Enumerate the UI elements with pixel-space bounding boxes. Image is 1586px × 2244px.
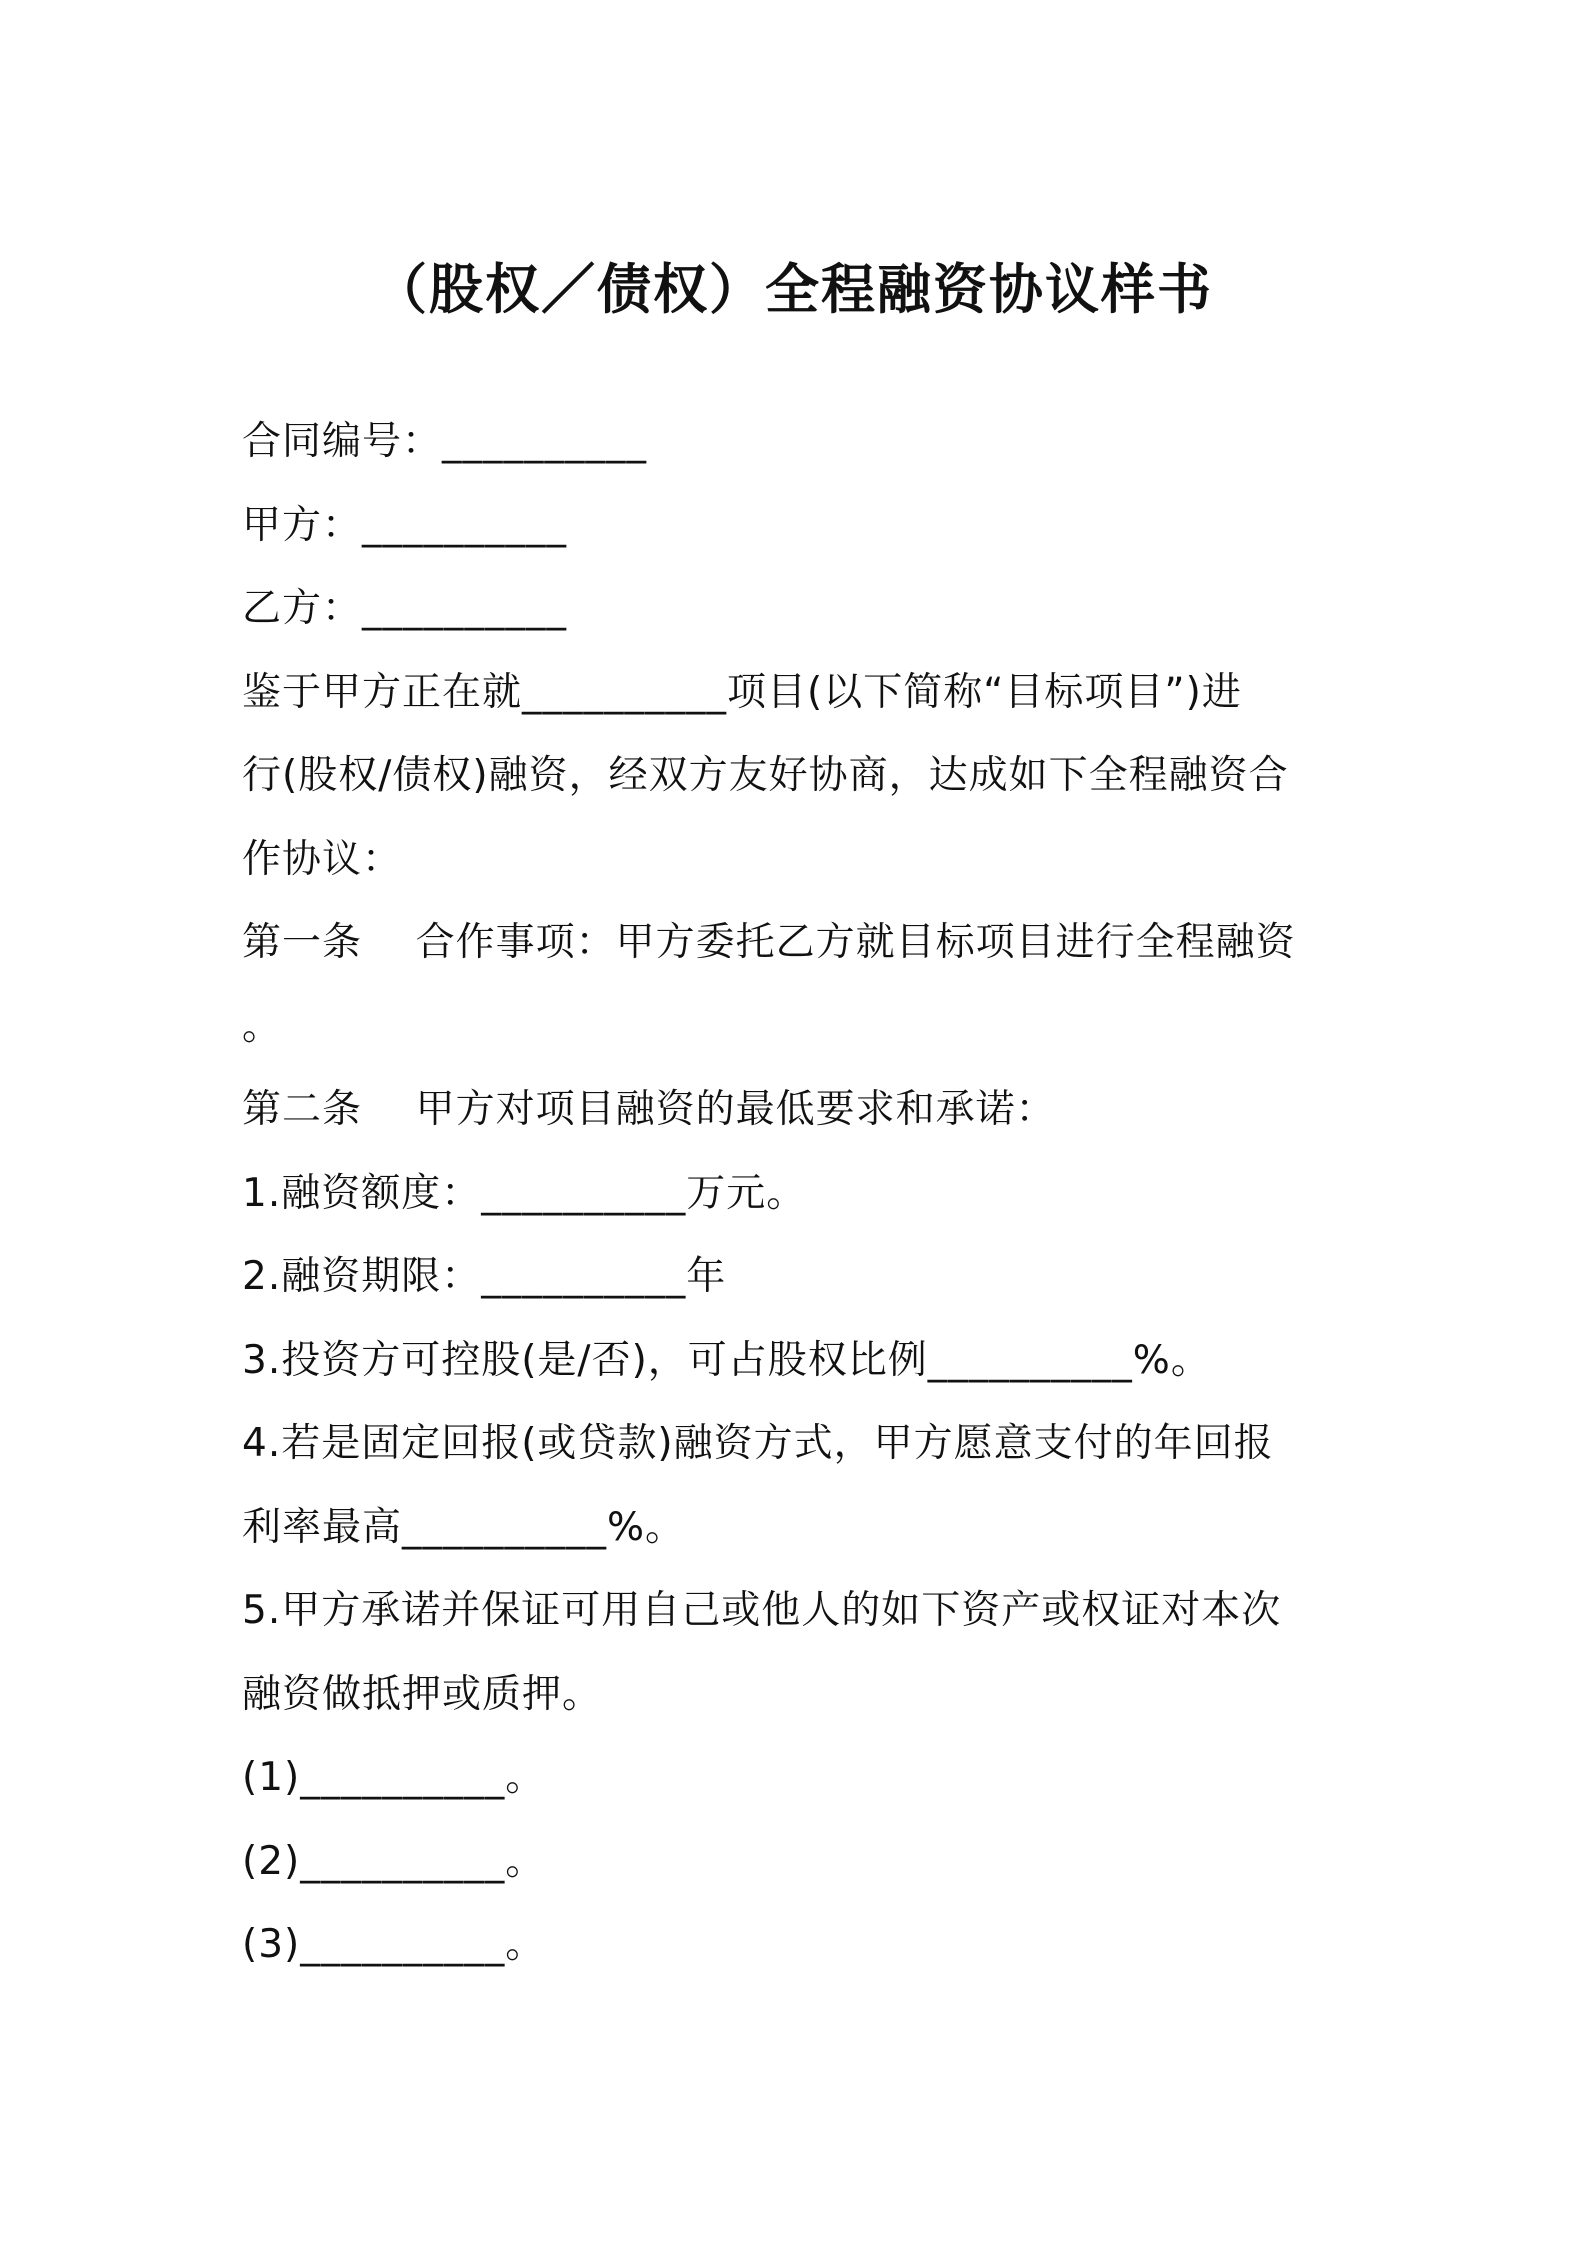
- collateral-item-3: (3)__________。: [242, 1922, 546, 1967]
- preamble-line-2: 行(股权/债权)融资，经双方友好协商，达成如下全程融资合: [242, 753, 1289, 798]
- document-body: [242, 400, 1362, 1987]
- party-a-line: 甲方：__________: [242, 502, 568, 548]
- item-2-financing-term: 2.融资期限：__________年: [242, 1254, 727, 1299]
- item-5-line-2: 融资做抵押或质押。: [242, 1671, 603, 1717]
- party-b-line: 乙方：__________: [242, 586, 568, 631]
- preamble-line-1: 鉴于甲方正在就__________项目(以下简称“目标项目”)进: [242, 669, 1242, 715]
- collateral-item-1: (1)__________。: [242, 1755, 546, 1800]
- collateral-item-2: (2)__________。: [242, 1838, 546, 1884]
- contract-number-line: 合同编号：__________: [242, 419, 648, 464]
- item-5-line-1: 5.甲方承诺并保证可用自己或他人的如下资产或权证对本次: [242, 1588, 1282, 1633]
- item-4-line-1: 4.若是固定回报(或贷款)融资方式，甲方愿意支付的年回报: [242, 1421, 1274, 1466]
- item-4-line-2: 利率最高__________%。: [242, 1504, 686, 1550]
- item-3-equity-control: 3.投资方可控股(是/否)，可占股权比例__________%。: [242, 1337, 1211, 1383]
- article-1-line-2: 。: [242, 1003, 283, 1049]
- preamble-line-3: 作协议：: [242, 836, 403, 882]
- item-1-financing-amount: 1.融资额度：__________万元。: [242, 1170, 807, 1216]
- article-2-heading: 第二条 甲方对项目融资的最低要求和承诺：: [242, 1087, 1056, 1132]
- document-title: （股权／债权）全程融资协议样书: [373, 258, 1213, 321]
- article-1-line-1: 第一条 合作事项：甲方委托乙方就目标项目进行全程融资: [242, 920, 1296, 965]
